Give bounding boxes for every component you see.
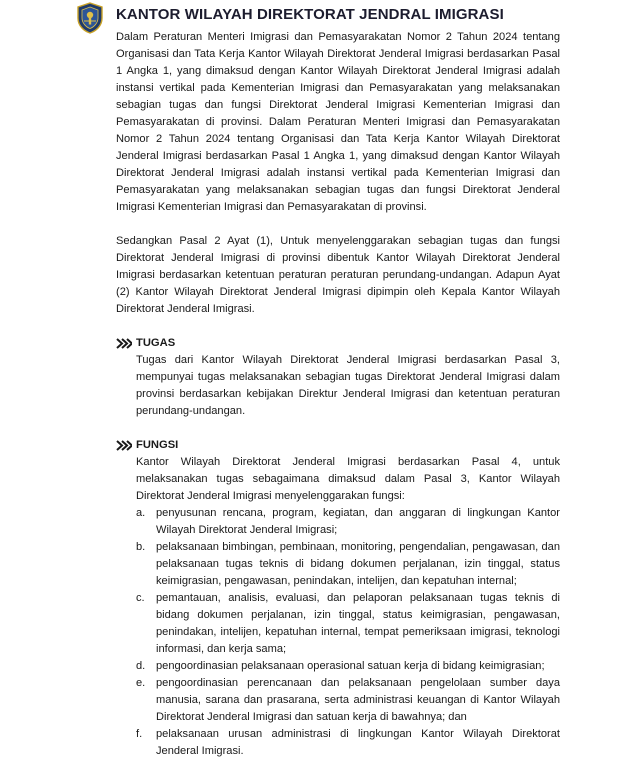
- fungsi-heading: [116, 437, 560, 454]
- list-item-text: pengoordinasian perencanaan dan pelaksanaan pengelolaan sumber daya manusia, sarana dan prasarana, serta administrasi keuangan di Kantor Wilayah Direktorat Jenderal Imigrasi dan satuan kerja di bawahnya; dan: [156, 677, 560, 723]
- list-item-text: pengoordinasian pelaksanaan operasional satuan kerja di bidang keimigrasian;: [156, 660, 545, 672]
- double-chevron-right-icon: [116, 338, 132, 349]
- imigrasi-emblem-icon: [76, 2, 104, 34]
- list-marker: a.: [136, 507, 146, 519]
- list-item-text: penyusunan rencana, program, kegiatan, dan anggaran di lingkungan Kantor Wilayah Direktorat Jenderal Imigrasi;: [156, 507, 560, 536]
- list-item-text: pelaksanaan bimbingan, pembinaan, monitoring, pengendalian, pengawasan, dan pelaksanaan tugas teknis di bidang dokumen perjalanan, izin tinggal, status keimigrasian, pengawasan, penindakan, intelijen, dan kepatuhan internal;: [156, 541, 560, 587]
- fungsi-heading-label: FUNGSI: [136, 439, 179, 451]
- list-item: [136, 658, 560, 675]
- fungsi-intro: Kantor Wilayah Direktorat Jenderal Imigrasi berdasarkan Pasal 4, untuk melaksanakan tugas sebagaimana dimaksud dalam Pasal 3, Kantor Wilayah Direktorat Jenderal Imigrasi menyelenggarakan fungsi:: [136, 456, 560, 502]
- list-marker: b.: [136, 541, 146, 553]
- list-marker: d.: [136, 660, 146, 672]
- fungsi-list: [136, 505, 560, 760]
- list-marker: e.: [136, 677, 146, 689]
- intro-paragraph-1: Dalam Peraturan Menteri Imigrasi dan Pemasyarakatan Nomor 2 Tahun 2024 tentang Organisasi dan Tata Kerja Kantor Wilayah Direktorat Jenderal Imigrasi berdasarkan Pasal 1 Angka 1, yang dimaksud dengan Kantor Wilayah Direktorat Jenderal Imigrasi adalah instansi vertikal pada Kementerian Imigrasi dan Pemasyarakatan yang melaksanakan sebagian tugas dan fungsi Direktorat Jenderal Imigrasi Kementerian Imigrasi dan Pemasyarakatan di provinsi. Dalam Peraturan Menteri Imigrasi dan Pemasyarakatan Nomor 2 Tahun 2024 tentang Organisasi dan Tata Kerja Kantor Wilayah Direktorat Jenderal Imigrasi berdasarkan Pasal 1 Angka 1, yang dimaksud dengan Kantor Wilayah Direktorat Jenderal Imigrasi adalah instansi vertikal pada Kementerian Imigrasi dan Pemasyarakatan yang melaksanakan sebagian tugas dan fungsi Direktorat Jenderal Imigrasi Kementerian Imigrasi dan Pemasyarakatan di provinsi.: [116, 31, 560, 213]
- list-item: [136, 726, 560, 760]
- tugas-text: Tugas dari Kantor Wilayah Direktorat Jenderal Imigrasi berdasarkan Pasal 3, mempunyai tugas melaksanakan sebagian tugas Direktorat Jenderal Imigrasi dalam provinsi berdasarkan kebijakan Direktur Jenderal Imigrasi dan ketentuan peraturan perundang-undangan.: [136, 354, 560, 417]
- page-title: KANTOR WILAYAH DIREKTORAT JENDRAL IMIGRASI: [116, 6, 504, 23]
- list-item-text: pemantauan, analisis, evaluasi, dan pelaporan pelaksanaan tugas teknis di bidang dokumen perjalanan, izin tinggal, status keimigrasian, pengawasan, penindakan, intelijen, kepatuhan internal, tempat pemeriksaan imigrasi, teknologi informasi, dan kerja sama;: [156, 592, 560, 655]
- intro-paragraph-2: Sedangkan Pasal 2 Ayat (1), Untuk menyelenggarakan sebagian tugas dan fungsi Direktorat Jenderal Imigrasi di provinsi dibentuk Kantor Wilayah Direktorat Jenderal Imigrasi berdasarkan ketentuan peraturan peraturan perundang-undangan. Adapun Ayat (2) Kantor Wilayah Direktorat Jenderal Imigrasi dipimpin oleh Kepala Kantor Wilayah Direktorat Jenderal Imigrasi.: [116, 235, 560, 315]
- list-item: [136, 675, 560, 726]
- list-item-text: pelaksanaan urusan administrasi di lingkungan Kantor Wilayah Direktorat Jenderal Imigrasi.: [156, 728, 560, 757]
- list-item: [136, 505, 560, 539]
- double-chevron-right-icon: [116, 440, 132, 451]
- tugas-heading-label: TUGAS: [136, 337, 176, 349]
- list-marker: c.: [136, 592, 145, 604]
- document-body: [116, 29, 560, 760]
- list-marker: f.: [136, 728, 143, 740]
- tugas-heading: [116, 335, 560, 352]
- list-item: [136, 539, 560, 590]
- list-item: [136, 590, 560, 658]
